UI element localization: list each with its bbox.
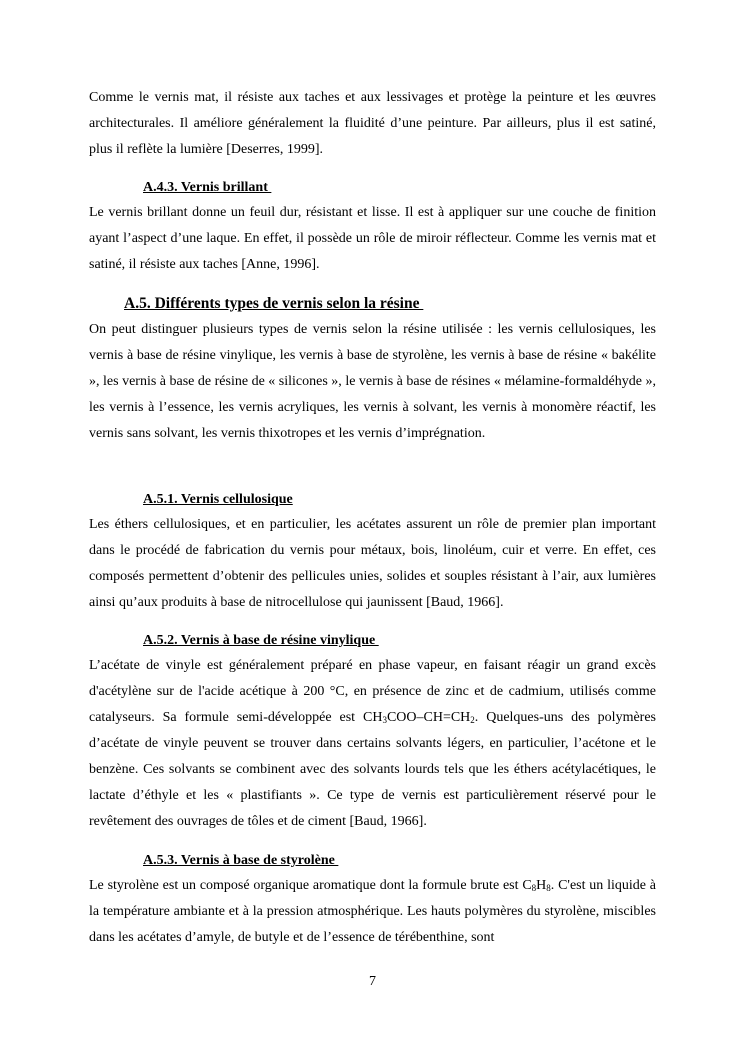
heading-a43-vernis-brillant: A.4.3. Vernis brillant [143, 180, 272, 195]
paragraph-vernis-cellulosique: Les éthers cellulosiques, et en particulier, les acétates assurent un rôle de premier plan important dans le procédé de fabrication du vernis pour métaux, bois, linoléum, cuir et verre. En effet, ces composés permettent d’obtenir des pellicules unies, solides et souples résistant à l’air, aux lumières ainsi qu’aux produits à base de nitrocellulose qui jaunissent [Baud, 1966]. [89, 517, 656, 610]
text-span: . C'est un liquide à la température ambiante et à la pression atmosphérique. Les hauts polymères du styrolène, miscibles dans les acétates d’amyle, de butyle et de l’essence de térébenthine, sont [89, 878, 656, 945]
text-span: L’acétate de vinyle est généralement préparé en phase vapeur, en faisant réagir un grand excès d'acétylène sur de l'acide acétique à 200 °C, en présence de zinc et de cadmium, utilisés comme catalyseurs. Sa formule semi-développée est [89, 658, 656, 725]
formula-subscript: 8 [546, 883, 551, 893]
formula-part: COO–CH=CH [386, 710, 471, 725]
heading-a5-types-vernis: A.5. Différents types de vernis selon la résine [124, 295, 424, 312]
formula-subscript: 2 [470, 715, 475, 725]
paragraph-types-vernis: On peut distinguer plusieurs types de vernis selon la résine utilisée : les vernis cellulosiques, les vernis à base de résine vinylique, les vernis à base de styrolène, les vernis à base de résine « bakélite », les vernis à base de résine de « silicones », le vernis à base de résines « mélamine-formaldéhyde », les vernis à l’essence, les vernis acryliques, les vernis à solvant, les vernis à monomère réactif, les vernis sans solvant, les vernis thixotropes et les vernis d’imprégnation. [89, 322, 656, 441]
heading-a52-resine-vinylique: A.5.2. Vernis à base de résine vinylique [143, 633, 379, 648]
paragraph-resine-vinylique [89, 653, 656, 835]
heading-a53-styrolene: A.5.3. Vernis à base de styrolène [143, 853, 339, 868]
paragraph-styrolene [89, 873, 656, 951]
formula-subscript: 3 [382, 715, 387, 725]
text-span: Le styrolène est un composé organique aromatique dont la formule brute est C [89, 878, 532, 893]
formula-part: CH [362, 710, 383, 725]
heading-a51-vernis-cellulosique: A.5.1. Vernis cellulosique [143, 492, 293, 507]
paragraph-vernis-brillant: Le vernis brillant donne un feuil dur, résistant et lisse. Il est à appliquer sur une couche de finition ayant l’aspect d’une laque. En effet, il possède un rôle de miroir réflecteur. Comme les vernis mat et satiné, il résiste aux taches [Anne, 1996]. [89, 205, 656, 272]
text-span: . Quelques-uns des polymères d’acétate de vinyle peuvent se trouver dans certains solvants légers, en particulier, l’acétone et le benzène. Ces solvants se combinent avec des solvants lourds tels que les éthers acétylacétiques, le lactate d’éthyle et les « plastifiants ». Ce type de vernis est particulièrement réservé pour le revêtement des ouvrages de tôles et de ciment [Baud, 1966]. [89, 710, 656, 829]
paragraph-vernis-satine: Comme le vernis mat, il résiste aux taches et aux lessivages et protège la peinture et les œuvres architecturales. Il améliore généralement la fluidité d’une peinture. Par ailleurs, plus il est satiné, plus il reflète la lumière [Deserres, 1999]. [89, 90, 656, 157]
formula-part: H [536, 878, 547, 893]
formula-subscript: 8 [531, 883, 537, 893]
page-number: 7 [369, 974, 376, 989]
